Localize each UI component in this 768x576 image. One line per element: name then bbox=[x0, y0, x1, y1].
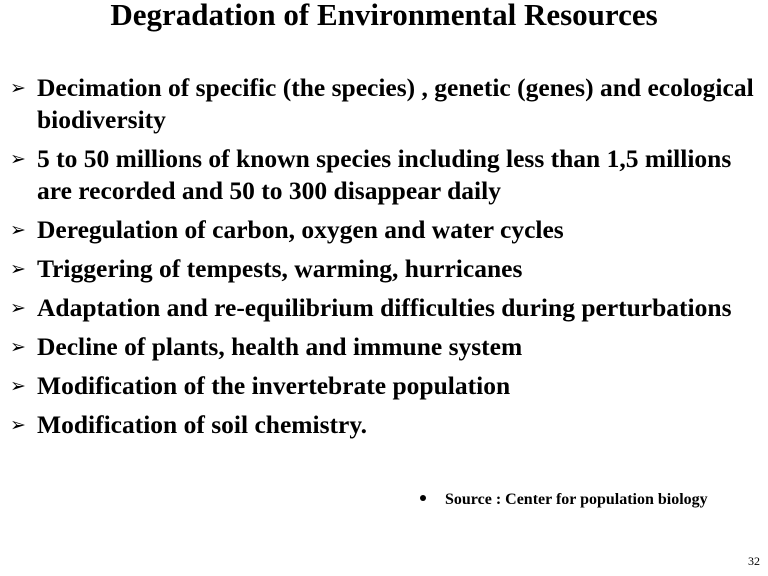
arrow-bullet-icon: ➢ bbox=[10, 77, 26, 99]
bullet-text: Decline of plants, health and immune system bbox=[37, 332, 523, 361]
arrow-bullet-icon: ➢ bbox=[10, 336, 26, 358]
bullet-text: Deregulation of carbon, oxygen and water cycles bbox=[37, 215, 564, 244]
arrow-bullet-icon: ➢ bbox=[10, 375, 26, 397]
bullet-item bbox=[10, 214, 758, 246]
arrow-bullet-icon: ➢ bbox=[10, 148, 26, 170]
bullet-item bbox=[10, 409, 758, 441]
bullet-item bbox=[10, 292, 758, 324]
arrow-bullet-icon: ➢ bbox=[10, 219, 26, 241]
bullet-list bbox=[10, 72, 758, 448]
bullet-text: Modification of soil chemistry. bbox=[37, 410, 368, 439]
slide-title: Degradation of Environmental Resources bbox=[110, 0, 658, 32]
source-note bbox=[420, 489, 708, 511]
arrow-bullet-icon: ➢ bbox=[10, 414, 26, 436]
bullet-item bbox=[10, 143, 758, 207]
bullet-text: 5 to 50 millions of known species including less than 1,5 millions are recorded and 50 to 300 disappear daily bbox=[37, 144, 732, 205]
bullet-text: Adaptation and re-equilibrium difficulties during perturbations bbox=[37, 293, 732, 322]
bullet-text: Modification of the invertebrate population bbox=[37, 371, 511, 400]
bullet-text: Decimation of specific (the species) , genetic (genes) and ecological biodiversity bbox=[37, 73, 754, 134]
arrow-bullet-icon: ➢ bbox=[10, 258, 26, 280]
bullet-item bbox=[10, 72, 758, 136]
page-number: 32 bbox=[748, 554, 760, 568]
bullet-text: Triggering of tempests, warming, hurricanes bbox=[37, 254, 523, 283]
bullet-item bbox=[10, 331, 758, 363]
bullet-item bbox=[10, 370, 758, 402]
arrow-bullet-icon: ➢ bbox=[10, 297, 26, 319]
source-text: Source : Center for population biology bbox=[445, 491, 708, 508]
bullet-item bbox=[10, 253, 758, 285]
round-bullet-icon bbox=[420, 495, 426, 501]
